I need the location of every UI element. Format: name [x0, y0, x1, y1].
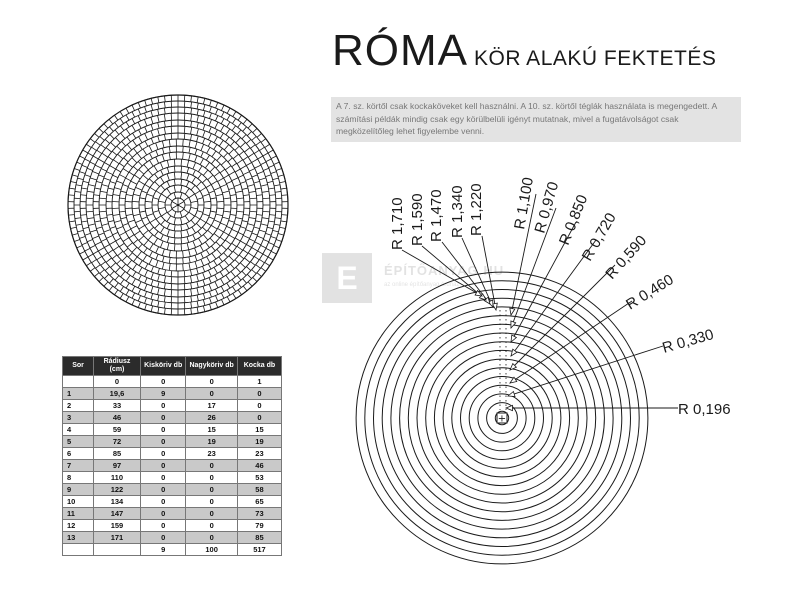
table-row: [63, 508, 282, 520]
ring-radius-label: R 0,330: [660, 326, 716, 357]
cell-large-arc: 0: [186, 460, 238, 472]
table-row: [63, 412, 282, 424]
ring-radius-label: R 1,100: [511, 175, 538, 231]
cell-radius: 97: [94, 460, 141, 472]
cell-large-arc: 26: [186, 412, 238, 424]
ring-radius-label: R 1,340: [449, 185, 466, 238]
col-header-cube: Kocka db: [237, 357, 281, 376]
cell-small-arc: 0: [140, 400, 185, 412]
leader-arrow: [511, 349, 517, 356]
title-subtitle: KÖR ALAKÚ FEKTETÉS: [474, 47, 717, 70]
cell-radius: 33: [94, 400, 141, 412]
ring-radius-label: R 1,470: [428, 189, 445, 242]
cell-small-arc: 0: [140, 448, 185, 460]
col-header-radius: Rádiusz (cm): [94, 357, 141, 376]
leader-arrow: [510, 308, 515, 315]
ring-radius-label: R 0,850: [555, 192, 592, 248]
cell-sor: 12: [63, 520, 94, 532]
cell-small-arc: 0: [140, 436, 185, 448]
cell-small-arc: 9: [140, 544, 185, 556]
cell-radius: 46: [94, 412, 141, 424]
cell-large-arc: 19: [186, 436, 238, 448]
watermark-tagline: az online építőanyag áruház: [384, 282, 460, 288]
table-header-row: [63, 357, 282, 376]
cell-sor: [63, 376, 94, 388]
cell-small-arc: 0: [140, 412, 185, 424]
ring-radius-label: R 1,710: [389, 197, 406, 250]
cell-radius: 159: [94, 520, 141, 532]
cell-sor: 9: [63, 484, 94, 496]
ring-radius-label: R 0,720: [578, 209, 620, 264]
title-main: RÓMA: [332, 26, 468, 75]
cell-sor: 10: [63, 496, 94, 508]
cell-large-arc: 100: [186, 544, 238, 556]
ring-radius-label: R 1,220: [468, 183, 485, 236]
cell-radius: 110: [94, 472, 141, 484]
cell-cube: 58: [237, 484, 281, 496]
cell-large-arc: 23: [186, 448, 238, 460]
cell-sor: 5: [63, 436, 94, 448]
cell-cube: 73: [237, 508, 281, 520]
table-row: [63, 436, 282, 448]
cell-sor: 13: [63, 532, 94, 544]
center-symbol: +: [497, 413, 507, 425]
cell-large-arc: 0: [186, 376, 238, 388]
cell-cube: 0: [237, 400, 281, 412]
cell-radius: 122: [94, 484, 141, 496]
cell-cube: 65: [237, 496, 281, 508]
cell-sor: 2: [63, 400, 94, 412]
cell-cube: 19: [237, 436, 281, 448]
cell-small-arc: 0: [140, 520, 185, 532]
cell-small-arc: 0: [140, 460, 185, 472]
cell-large-arc: 0: [186, 508, 238, 520]
ring-radius-label: R 1,590: [409, 193, 426, 246]
cell-radius: 59: [94, 424, 141, 436]
leader-line: [510, 301, 632, 383]
ring-radius-label: R 0,460: [623, 271, 677, 314]
cell-radius: 0: [94, 376, 141, 388]
cell-cube: 53: [237, 472, 281, 484]
cell-small-arc: 0: [140, 508, 185, 520]
cell-sor: 1: [63, 388, 94, 400]
table-row: [63, 532, 282, 544]
cell-cube: 15: [237, 424, 281, 436]
cell-large-arc: 15: [186, 424, 238, 436]
cell-cube: 79: [237, 520, 281, 532]
table-row: [63, 520, 282, 532]
cell-radius: [94, 544, 141, 556]
cell-cube: 1: [237, 376, 281, 388]
watermark-logo: E: [322, 253, 372, 303]
cell-radius: 134: [94, 496, 141, 508]
table-row: [63, 424, 282, 436]
cell-cube: 0: [237, 388, 281, 400]
leader-arrow: [506, 405, 513, 410]
ring-radius-label: R 0,196: [678, 401, 731, 418]
leader-arrow: [510, 377, 517, 383]
cell-large-arc: 0: [186, 388, 238, 400]
cell-sor: 6: [63, 448, 94, 460]
table-row: [63, 448, 282, 460]
table-row: [63, 544, 282, 556]
cell-sor: [63, 544, 94, 556]
cell-large-arc: 0: [186, 496, 238, 508]
cell-large-arc: 0: [186, 532, 238, 544]
table-row: [63, 472, 282, 484]
count-table: [62, 356, 282, 556]
col-header-large-arc: Nagyköriv db: [186, 357, 238, 376]
col-header-small-arc: Kisköriv db: [140, 357, 185, 376]
table-row: [63, 376, 282, 388]
ring-radius-label: R 0,970: [531, 179, 563, 236]
cell-cube: 517: [237, 544, 281, 556]
info-note: A 7. sz. körtől csak kockaköveket kell használni. A 10. sz. körtől téglák használata is megengedett. A számítási példák mindig csak egy körülbelüli igényt mutatnak, mivel a fugatávolságot csak megközelítőleg lehet figyelembe venni.: [331, 97, 741, 142]
cell-cube: 0: [237, 412, 281, 424]
ring-radius-label: R 0,590: [602, 232, 651, 283]
table-row: [63, 496, 282, 508]
watermark-name: ÉPÍTŐANYAG.HU: [384, 263, 505, 278]
table-row: [63, 484, 282, 496]
cell-cube: 46: [237, 460, 281, 472]
cell-cube: 85: [237, 532, 281, 544]
cell-radius: 147: [94, 508, 141, 520]
page-title: [332, 26, 752, 76]
cell-sor: 3: [63, 412, 94, 424]
cell-large-arc: 0: [186, 520, 238, 532]
cell-radius: 85: [94, 448, 141, 460]
cell-small-arc: 0: [140, 424, 185, 436]
cell-large-arc: 0: [186, 484, 238, 496]
cell-radius: 72: [94, 436, 141, 448]
cell-sor: 11: [63, 508, 94, 520]
table-row: [63, 460, 282, 472]
cell-large-arc: 17: [186, 400, 238, 412]
col-header-sor: Sor: [63, 357, 94, 376]
cell-small-arc: 9: [140, 388, 185, 400]
cell-small-arc: 0: [140, 472, 185, 484]
leader-arrow: [508, 392, 515, 397]
cell-sor: 7: [63, 460, 94, 472]
table-row: [63, 388, 282, 400]
cell-radius: 171: [94, 532, 141, 544]
cell-small-arc: 0: [140, 376, 185, 388]
cell-cube: 23: [237, 448, 281, 460]
cell-sor: 4: [63, 424, 94, 436]
cell-sor: 8: [63, 472, 94, 484]
cell-large-arc: 0: [186, 472, 238, 484]
leader-arrow: [511, 321, 516, 328]
leader-line: [510, 265, 615, 370]
cell-small-arc: 0: [140, 484, 185, 496]
table-row: [63, 400, 282, 412]
ring-radius-diagram: [330, 170, 750, 590]
cell-small-arc: 0: [140, 496, 185, 508]
leader-arrow: [511, 335, 516, 342]
cell-small-arc: 0: [140, 532, 185, 544]
rosette-pattern-illustration: [66, 93, 290, 317]
cell-radius: 19,6: [94, 388, 141, 400]
